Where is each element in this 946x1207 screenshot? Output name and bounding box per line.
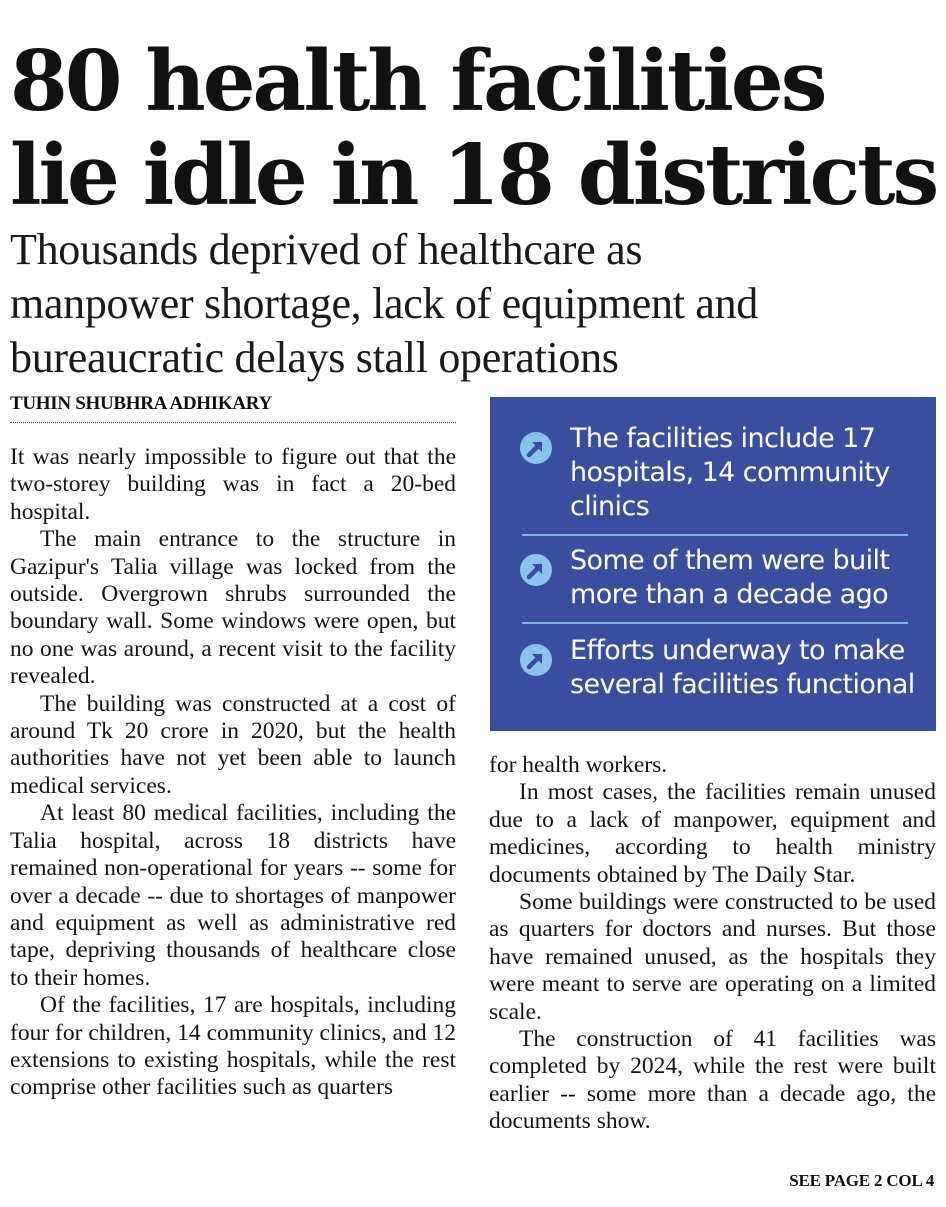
continued-on-link[interactable]: SEE PAGE 2 COL 4 <box>789 1171 934 1190</box>
arrow-up-right-circle-icon <box>518 552 554 588</box>
highlight-line: Efforts underway to make <box>570 635 905 666</box>
highlight-line: more than a decade ago <box>570 579 889 610</box>
highlights-box <box>490 397 936 731</box>
highlight-line: Some of them were built <box>570 545 890 576</box>
body-paragraph: At least 80 medical facilities, including the Talia hospital, across 18 districts have remained non-operational for years -- some for over a decade -- due to shortages of manpower and equipment as well as administrative red tape, depriving thousands of healthcare close to their homes. <box>10 800 456 991</box>
highlight-divider <box>522 534 908 536</box>
highlight-line: several facilities functional <box>570 669 915 700</box>
highlight-line: hospitals, 14 community <box>570 457 890 488</box>
highlight-item <box>518 544 908 612</box>
subheadline-line: bureaucratic delays stall operations <box>10 333 619 382</box>
body-paragraph: Of the facilities, 17 are hospitals, including four for children, 14 community clinics, and 12 extensions to existing hospitals, while the rest comprise other facilities such as quarters <box>10 992 456 1101</box>
body-paragraph: It was nearly impossible to figure out that the two-storey building was in fact a 20-bed hospital. <box>10 444 456 525</box>
highlight-text <box>570 634 915 702</box>
body-paragraph: The building was constructed at a cost of around Tk 20 crore in 2020, but the health authorities have not yet been able to launch medical services. <box>10 690 456 799</box>
subheadline <box>10 223 940 385</box>
subheadline-line: Thousands deprived of healthcare as <box>10 225 643 274</box>
headline-line: 80 health facilities <box>10 32 825 130</box>
arrow-up-right-circle-icon <box>518 642 554 678</box>
highlight-divider <box>522 622 908 624</box>
body-paragraph: In most cases, the facilities remain unused due to a lack of manpower, equipment and medicines, according to health ministry documents obtained by The Daily Star. <box>489 779 936 888</box>
highlight-line: The facilities include 17 <box>570 423 876 454</box>
body-paragraph: Some buildings were constructed to be used as quarters for doctors and nurses. But those have remained unused, as the hospitals they were meant to serve are operating on a limited scale. <box>489 889 936 1025</box>
headline <box>10 34 940 222</box>
highlight-line: clinics <box>570 491 650 522</box>
byline: TUHIN SHUBHRA ADHIKARY <box>10 392 456 423</box>
article-column-right <box>489 752 936 1136</box>
highlight-text <box>570 544 889 612</box>
body-paragraph: The main entrance to the structure in Gazipur's Talia village was locked from the outside. Overgrown shrubs surrounded the boundary wall. Some windows were open, but no one was around, a recent visit to the facility revealed. <box>10 526 456 690</box>
highlight-item <box>518 634 915 702</box>
body-paragraph: The construction of 41 facilities was completed by 2024, while the rest were built earlier -- some more than a decade ago, the documents show. <box>489 1026 936 1135</box>
headline-line: lie idle in 18 districts <box>10 126 937 224</box>
highlight-text <box>570 422 890 524</box>
highlight-item <box>518 422 908 524</box>
article-column-left <box>10 444 456 1102</box>
subheadline-line: manpower shortage, lack of equipment and <box>10 279 758 328</box>
body-paragraph: for health workers. <box>489 752 668 778</box>
arrow-up-right-circle-icon <box>518 430 554 466</box>
